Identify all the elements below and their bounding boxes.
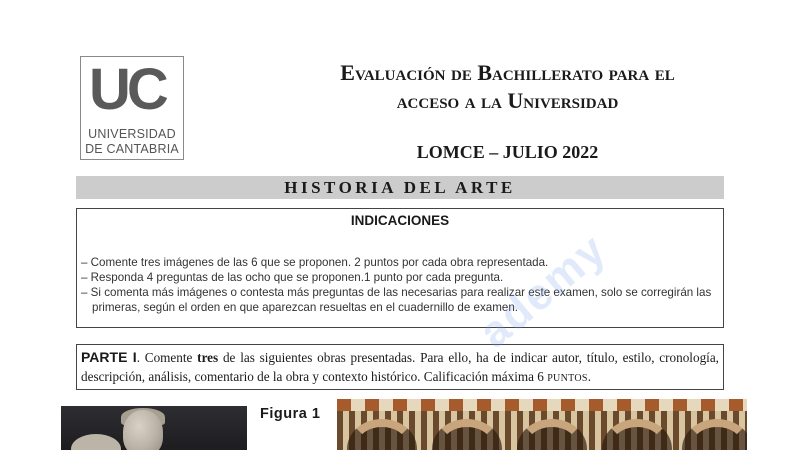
part1-instructions <box>81 348 719 388</box>
indication-item: – Si comenta más imágenes o contesta más preguntas de las necesarias para realizar este examen, solo se corregirán las primeras, según el orden en que aparezcan resueltas en el cuadernillo de examen. <box>81 286 712 314</box>
arch <box>682 419 747 450</box>
part1-box <box>76 344 724 390</box>
part1-heading: PARTE I <box>81 349 137 365</box>
indications-box <box>76 208 724 328</box>
logo-name-line1: UNIVERSIDAD <box>88 127 176 141</box>
exam-title-line1: Evaluación de Bachillerato para el <box>340 60 675 85</box>
arch-voussoir-band <box>337 399 747 411</box>
indication-item: – Responda 4 preguntas de las ocho que se proponen.1 punto por cada pregunta. <box>81 271 504 284</box>
part1-text: . Comente <box>136 350 198 365</box>
arch <box>347 419 417 450</box>
university-logo <box>80 56 184 160</box>
bust-shoulder <box>71 434 121 450</box>
watermark: ademy <box>470 223 616 358</box>
arch <box>432 419 502 450</box>
part1-emphasis: tres <box>197 350 219 365</box>
indications-list <box>81 255 721 315</box>
figure-label: Figura 1 <box>260 406 321 422</box>
exam-session: LOMCE – JULIO 2022 <box>416 142 599 162</box>
exam-title-line2: acceso a la Universidad <box>396 88 619 113</box>
arch <box>602 419 672 450</box>
part1-points: PUNTOS <box>547 373 588 384</box>
bust-head <box>123 410 163 450</box>
subject-bar <box>76 176 724 199</box>
logo-mark: UC <box>89 57 165 122</box>
indications-title: INDICACIONES <box>350 213 450 228</box>
arch <box>517 419 587 450</box>
indication-item: – Comente tres imágenes de las 6 que se proponen. 2 puntos por cada obra representada. <box>81 256 549 269</box>
figure-1-photo <box>61 406 247 450</box>
figure-2-photo <box>337 399 747 450</box>
logo-name-line2: DE CANTABRIA <box>85 142 179 156</box>
subject-title: HISTORIA DEL ARTE <box>284 178 516 197</box>
part1-text: de las siguientes obras presentadas. Para ello, ha de indicar autor, título, estilo, cronología, descripción, análisis, comentario de la obra y contexto histórico. Calificación máxima 6 <box>81 350 719 384</box>
part1-text: . <box>587 369 592 384</box>
